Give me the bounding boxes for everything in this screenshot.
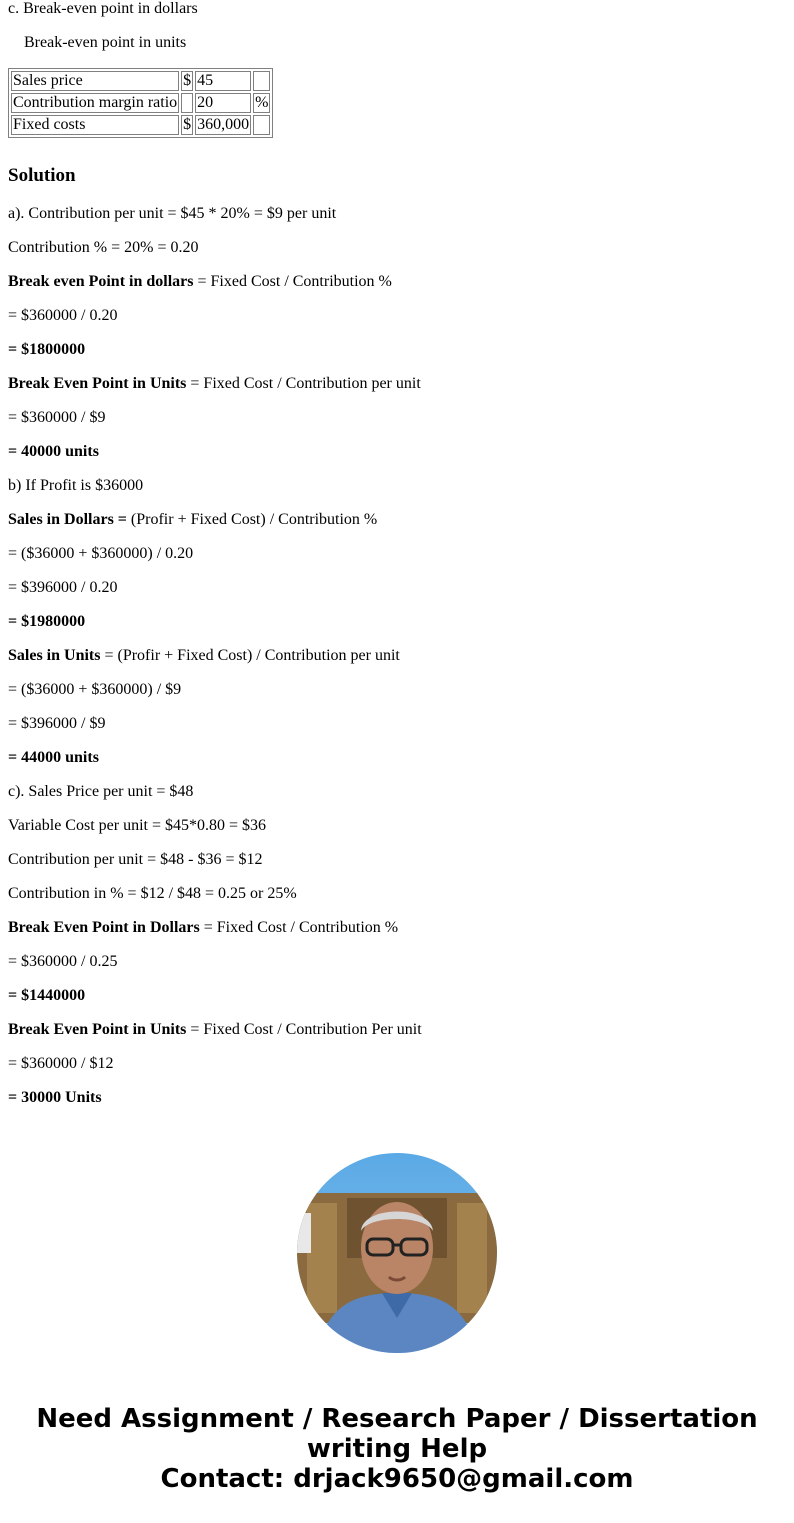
solution-line: [8, 307, 117, 325]
solution-line-text: = Fixed Cost / Contribution %: [193, 273, 392, 290]
author-photo: [297, 1153, 497, 1353]
promo-line-1: Need Assignment / Research Paper / Dissertation: [36, 1404, 758, 1434]
solution-line-emphasis: = 44000 units: [8, 749, 99, 766]
table-cell-value: 360,000: [197, 116, 250, 133]
solution-line-text: = Fixed Cost / Contribution %: [199, 919, 399, 936]
promo-contact: Contact: drjack9650@gmail.com: [160, 1464, 634, 1494]
author-avatar: [297, 1153, 497, 1353]
given-data-table: [8, 68, 273, 138]
solution-line-text: = $396000 / $9: [8, 715, 106, 732]
solution-line: [8, 715, 105, 733]
solution-line: [8, 851, 262, 869]
solution-line: [8, 511, 377, 529]
solution-line-text: = Fixed Cost / Contribution per unit: [186, 375, 421, 392]
solution-line-emphasis: Break Even Point in Units: [8, 1021, 187, 1038]
solution-line: [8, 545, 193, 563]
solution-line: [8, 409, 105, 427]
solution-line-text: Contribution per unit = $48 - $36 = $12: [8, 851, 263, 868]
solution-line: [8, 239, 198, 257]
solution-line: [8, 681, 181, 699]
table-cell-unit: %: [255, 94, 269, 111]
solution-line-text: Contribution % = 20% = 0.20: [8, 239, 199, 256]
solution-line-text: Variable Cost per unit = $45*0.80 = $36: [8, 817, 267, 834]
solution-line-emphasis: Break Even Point in Dollars: [8, 919, 200, 936]
solution-line-text: (Profir + Fixed Cost) / Contribution %: [126, 511, 378, 528]
table-cell-value: 45: [195, 71, 251, 91]
table-cell-currency: [181, 93, 193, 113]
solution-line-emphasis: Break even Point in dollars: [8, 273, 194, 290]
table-cell-value: 20: [195, 93, 251, 113]
solution-line-text: = ($36000 + $360000) / 0.20: [8, 545, 194, 562]
table-cell-label: Sales price: [11, 71, 179, 91]
solution-line: [8, 579, 117, 597]
solution-line: [8, 613, 85, 631]
solution-line: [8, 1089, 102, 1107]
solution-line: [8, 375, 421, 393]
solution-line: [8, 443, 99, 461]
solution-line-emphasis: Sales in Dollars =: [8, 511, 127, 528]
solution-line: [8, 987, 85, 1005]
solution-line-emphasis: = 40000 units: [8, 443, 99, 460]
solution-line-text: a). Contribution per unit = $45 * 20% = $9 per unit: [8, 205, 337, 222]
solution-line-emphasis: = $1800000: [8, 341, 86, 358]
solution-line-text: = $360000 / 0.20: [8, 307, 118, 324]
solution-line-text: c). Sales Price per unit = $48: [8, 783, 194, 800]
solution-line: [8, 341, 85, 359]
solution-heading: Solution: [8, 165, 76, 186]
table-row: [11, 115, 270, 135]
solution-line: [8, 885, 297, 903]
promo-line-2: writing Help: [306, 1434, 488, 1464]
solution-line-text: Contribution in % = $12 / $48 = 0.25 or 25%: [8, 885, 297, 902]
solution-line: [8, 953, 117, 971]
table-cell-unit: [253, 115, 270, 135]
solution-line: [8, 647, 400, 665]
solution-line-text: = (Profir + Fixed Cost) / Contribution per unit: [100, 647, 400, 664]
solution-line: [8, 783, 193, 801]
solution-line-emphasis: Sales in Units: [8, 647, 101, 664]
solution-line: [8, 749, 99, 767]
table-cell-label: Contribution margin ratio: [13, 94, 178, 111]
solution-line-emphasis: = 30000 Units: [8, 1089, 102, 1106]
table-cell-label: Fixed costs: [11, 115, 179, 135]
solution-line-emphasis: = $1440000: [8, 987, 86, 1004]
solution-line: [8, 1021, 422, 1039]
solution-line-text: = Fixed Cost / Contribution Per unit: [186, 1021, 422, 1038]
solution-line-emphasis: = $1980000: [8, 613, 86, 630]
table-cell-unit: [253, 71, 270, 91]
solution-line: [8, 477, 143, 495]
solution-line: [8, 817, 266, 835]
question-item-c: c. Break-even point in dollars: [8, 0, 198, 17]
solution-line: [8, 205, 336, 223]
solution-line-emphasis: Break Even Point in Units: [8, 375, 187, 392]
question-item-units: Break-even point in units: [24, 34, 187, 51]
solution-line-text: = $396000 / 0.20: [8, 579, 118, 596]
solution-line: [8, 919, 398, 937]
promo-banner: [0, 1404, 794, 1494]
table-row: [11, 93, 270, 113]
solution-line: [8, 1055, 113, 1073]
table-cell-currency: $: [183, 116, 192, 133]
solution-line-text: = ($36000 + $360000) / $9: [8, 681, 182, 698]
solution-line: [8, 273, 392, 291]
solution-line-text: = $360000 / $9: [8, 409, 106, 426]
solution-line-text: b) If Profit is $36000: [8, 477, 144, 494]
solution-line-text: = $360000 / 0.25: [8, 953, 118, 970]
table-cell-currency: $: [183, 72, 192, 89]
solution-line-text: = $360000 / $12: [8, 1055, 114, 1072]
table-row: [11, 71, 270, 91]
